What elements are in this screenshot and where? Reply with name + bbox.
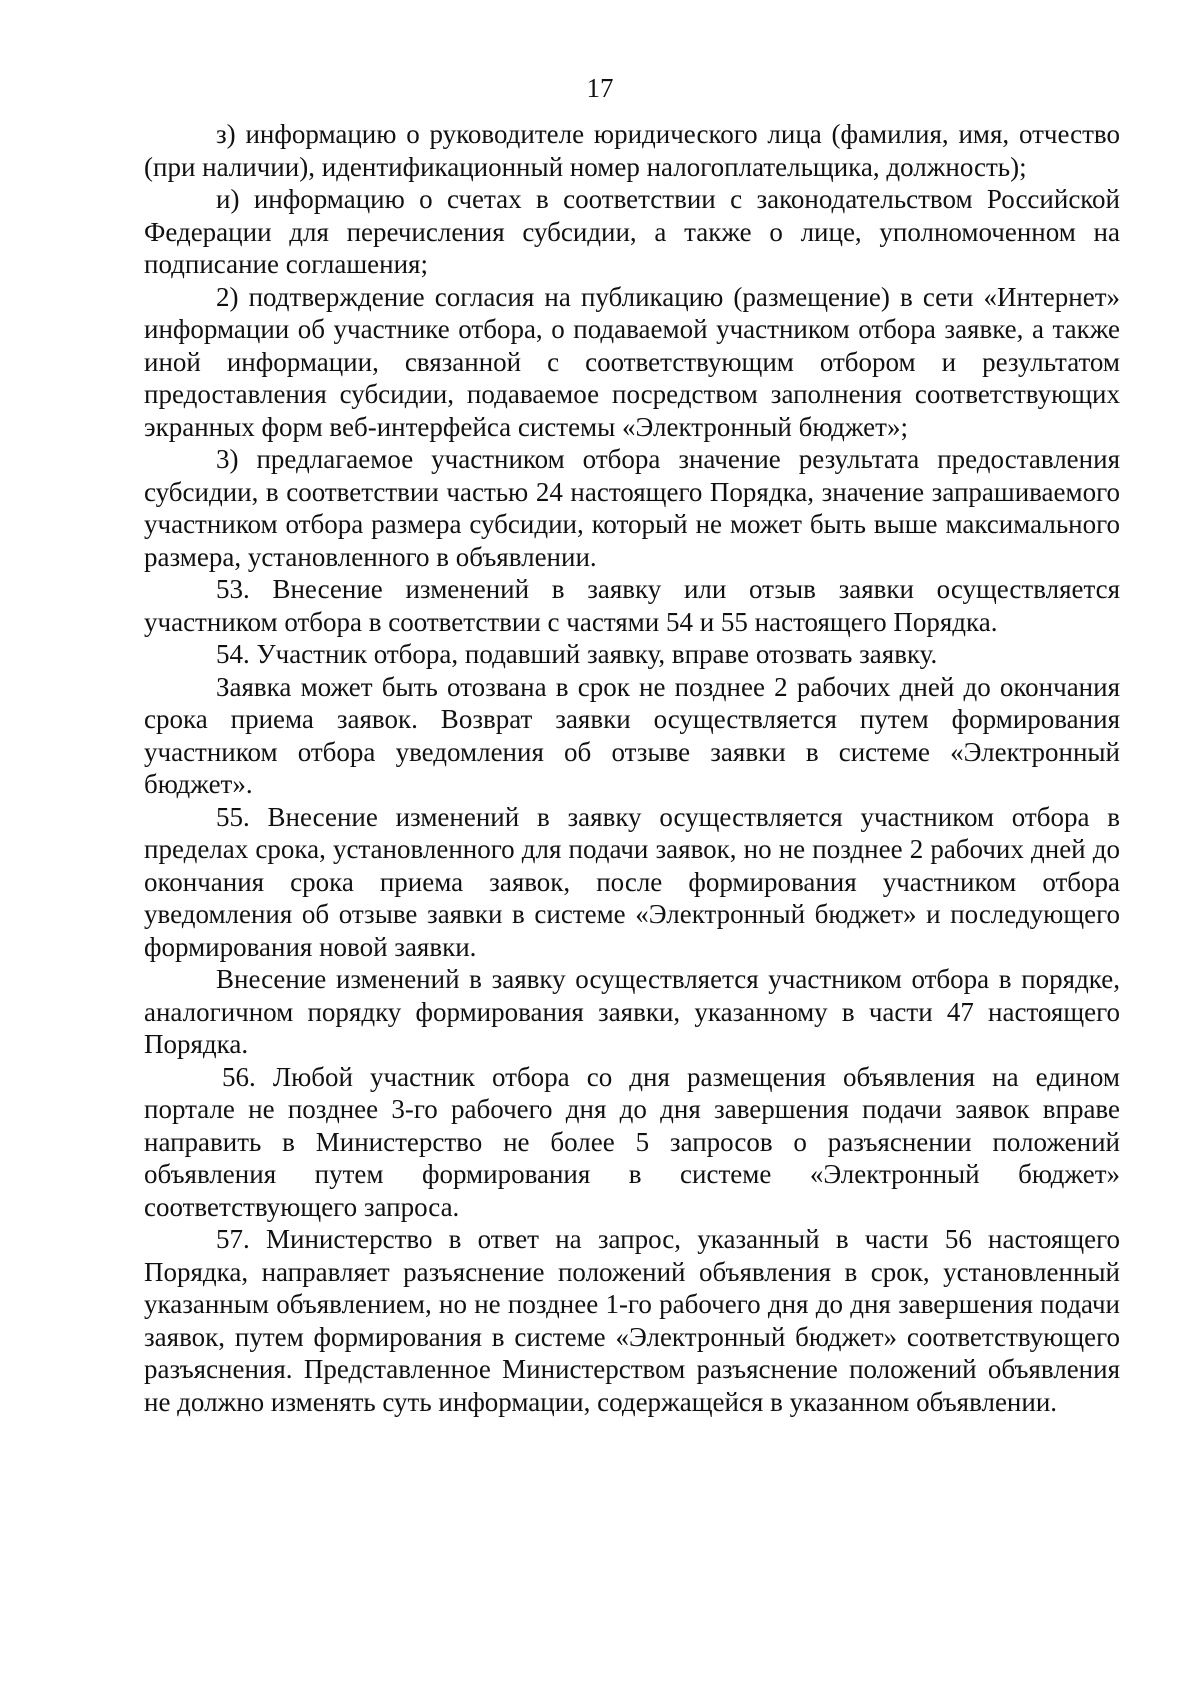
page-number: 17 [586,73,614,103]
paragraph-changes-procedure: Внесение изменений в заявку осуществляется участником отбора в порядке, аналогичном порядку формирования заявки, указанному в части 47 настоящего Порядка. [144,964,1120,1059]
paragraph-withdraw-terms: Заявка может быть отозвана в срок не позднее 2 рабочих дней до окончания срока приема заявок. Возврат заявки осуществляется путем формирования участником отбора уведомления об отзыве заявки в системе «Электронный бюджет». [144,671,1120,799]
paragraph-i-accounts-info: и) информацию о счетах в соответствии с законодательством Российской Федерации для перечисления субсидии, а также о лице, уполномоченном на подписание соглашения; [144,184,1120,279]
document-body [144,118,1120,1418]
paragraph-56-queries: 56. Любой участник отбора со дня размещения объявления на едином портале не позднее 3-го рабочего дня до дня завершения подачи заявок вправе направить в Министерство не более 5 запросов о разъяснении положений объявления путем формирования в системе «Электронный бюджет» соответствующего запроса. [144,1061,1120,1222]
paragraph-57-clarification: 57. Министерство в ответ на запрос, указанный в части 56 настоящего Порядка, направляет разъяснение положений объявления в срок, установленный указанным объявлением, но не позднее 1-го рабочего дня до дня завершения подачи заявок, путем формирования в системе «Электронный бюджет» соответствующего разъяснения. Представленное Министерством разъяснение положений объявления не должно изменять суть информации, содержащейся в указанном объявлении. [144,1224,1120,1417]
paragraph-2-publication-consent: 2) подтверждение согласия на публикацию (размещение) в сети «Интернет» информации об участнике отбора, о подаваемой участником отбора заявке, а также иной информации, связанной с соответствующим отбором и результатом предоставления субсидии, подаваемое посредством заполнения соответствующих экранных форм веб-интерфейса системы «Электронный бюджет»; [144,281,1120,442]
paragraph-3-result-value: 3) предлагаемое участником отбора значение результата предоставления субсидии, в соответствии частью 24 настоящего Порядка, значение запрашиваемого участником отбора размера субсидии, который не может быть выше максимального размера, установленного в объявлении. [144,444,1120,572]
paragraph-54-withdraw: 54. Участник отбора, подавший заявку, вправе отозвать заявку. [216,639,938,669]
paragraph-53-changes: 53. Внесение изменений в заявку или отзыв заявки осуществляется участником отбора в соответствии с частями 54 и 55 настоящего Порядка. [144,574,1120,637]
paragraph-55-changes-terms: 55. Внесение изменений в заявку осуществляется участником отбора в пределах срока, установленного для подачи заявок, но не позднее 2 рабочих дней до окончания срока приема заявок, после формирования участником отбора уведомления об отзыве заявки в системе «Электронный бюджет» и последующего формирования новой заявки. [144,801,1120,962]
paragraph-z-head-info: з) информацию о руководителе юридического лица (фамилия, имя, отчество (при наличии), идентификационный номер налогоплательщика, должность); [144,119,1120,182]
